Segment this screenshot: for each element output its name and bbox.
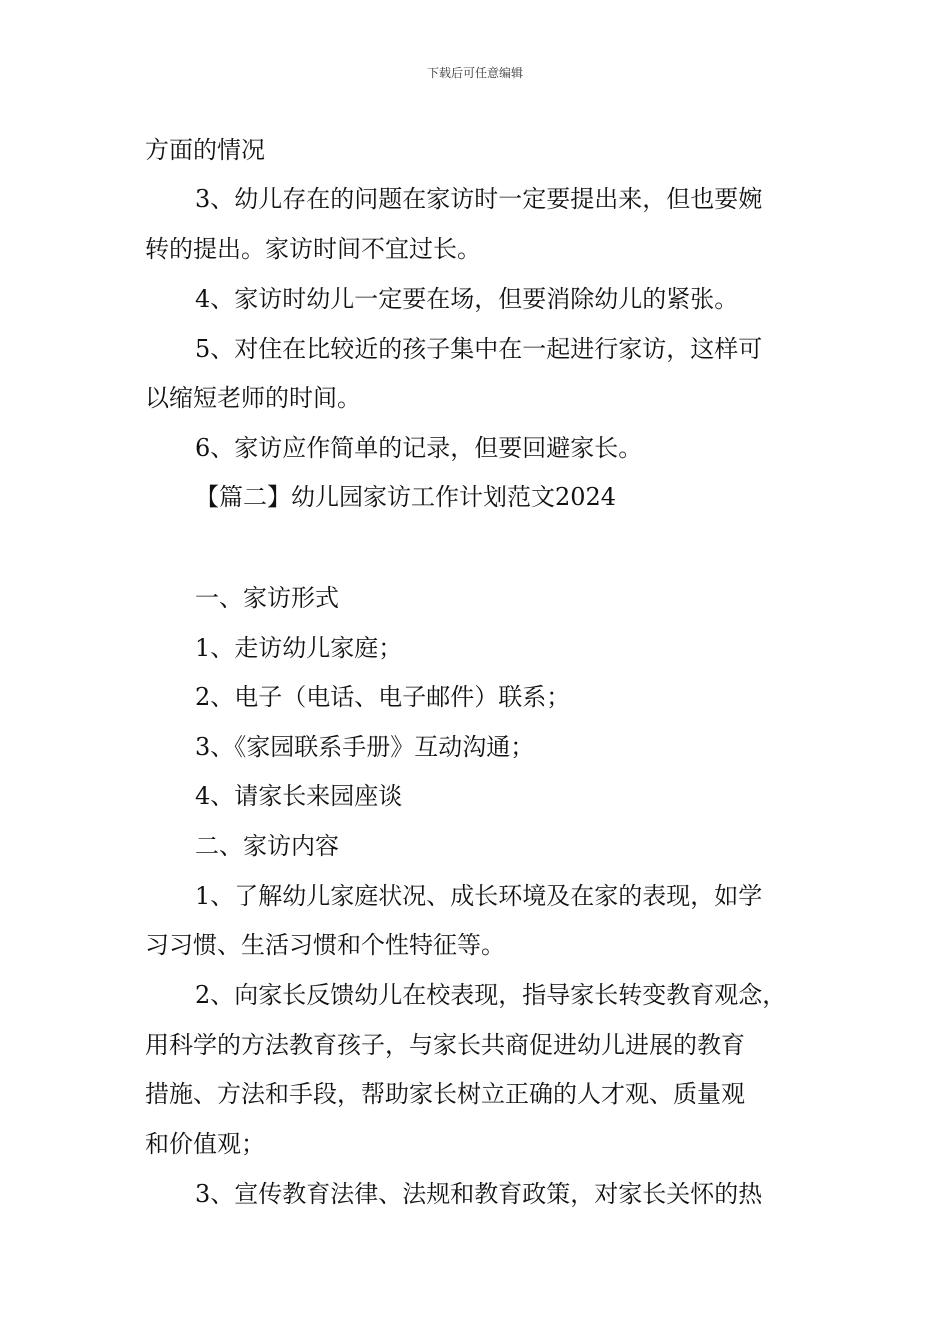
text-line: 转的提出。家访时间不宜过长。 [145,235,481,263]
text-line: 3、《家园联系手册》互动沟通； [195,733,535,761]
page-header: 下载后可任意编辑 [426,66,523,80]
text-line: 1、走访幼儿家庭； [195,634,403,662]
text-line: 1、了解幼儿家庭状况、成长环境及在家的表现，如学 [195,882,763,910]
text-line: 2、向家长反馈幼儿在校表现，指导家长转变教育观念， [195,981,787,1009]
text-line: 和价值观； [145,1130,265,1158]
text-line: 3、幼儿存在的问题在家访时一定要提出来，但也要婉 [195,185,763,213]
text-line: 4、请家长来园座谈 [195,782,403,810]
text-line: 一、家访形式 [195,584,339,612]
text-line: 3、宣传教育法律、法规和教育政策，对家长关怀的热 [195,1180,763,1208]
text-line: 用科学的方法教育孩子，与家长共商促进幼儿进展的教育 [145,1031,745,1059]
text-line: 2、电子（电话、电子邮件）联系； [195,683,571,711]
section-heading: 【篇二】幼儿园家访工作计划范文2024 [195,483,617,511]
text-line: 6、家访应作简单的记录，但要回避家长。 [195,434,643,462]
text-line: 方面的情况 [145,136,265,164]
text-line: 二、家访内容 [195,832,339,860]
text-line: 习习惯、生活习惯和个性特征等。 [145,931,505,959]
text-line: 措施、方法和手段，帮助家长树立正确的人才观、质量观 [145,1080,745,1108]
text-line: 以缩短老师的时间。 [145,384,361,412]
text-line: 5、对住在比较近的孩子集中在一起进行家访，这样可 [195,335,763,363]
text-line: 4、家访时幼儿一定要在场，但要消除幼儿的紧张。 [195,285,739,313]
